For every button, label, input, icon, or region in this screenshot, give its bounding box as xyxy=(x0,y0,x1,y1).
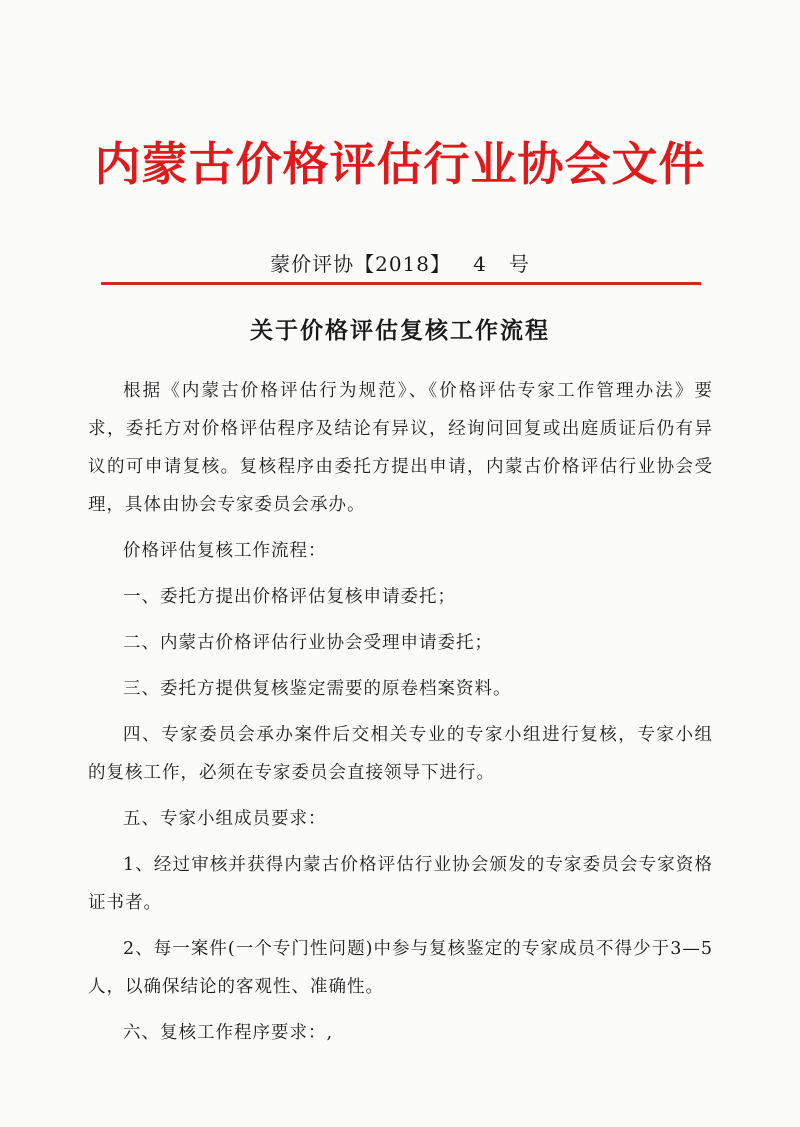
body-paragraph: 价格评估复核工作流程： xyxy=(123,541,327,561)
body-paragraph: 根据《内蒙古价格评估行为规范》、《价格评估专家工作管理办法》要求，委托方对价格评估程序及结论有异议，经询问回复或出庭质证后仍有异议的可申请复核。复核程序由委托方提出申请，内蒙古价格评估行业协会受理，具体由协会专家委员会承办。 xyxy=(88,381,713,515)
body-paragraph: 二、内蒙古价格评估行业协会受理申请委托； xyxy=(123,633,493,653)
body-paragraph: 四、专家委员会承办案件后交相关专业的专家小组进行复核，专家小组的复核工作，必须在专家委员会直接领导下进行。 xyxy=(88,725,713,783)
red-divider-line xyxy=(101,282,701,285)
org-header-title: 内蒙古价格评估行业协会文件 xyxy=(94,137,706,191)
document-body xyxy=(88,372,713,1060)
body-paragraph: 一、委托方提出价格评估复核申请委托； xyxy=(123,587,456,607)
document-title: 关于价格评估复核工作流程 xyxy=(250,318,550,344)
body-paragraph: 2、每一案件(一个专门性问题)中参与复核鉴定的专家成员不得少于3—5人，以确保结论的客观性、准确性。 xyxy=(88,939,713,997)
body-paragraph: 三、委托方提供复核鉴定需要的原卷档案资料。 xyxy=(123,679,512,699)
body-paragraph: 五、专家小组成员要求： xyxy=(123,809,327,829)
body-paragraph: 1、经过审核并获得内蒙古价格评估行业协会颁发的专家委员会专家资格证书者。 xyxy=(88,855,713,913)
document-number: 蒙价评协【2018】 4 号 xyxy=(270,252,530,276)
body-paragraph: 六、复核工作程序要求：, xyxy=(123,1023,334,1043)
